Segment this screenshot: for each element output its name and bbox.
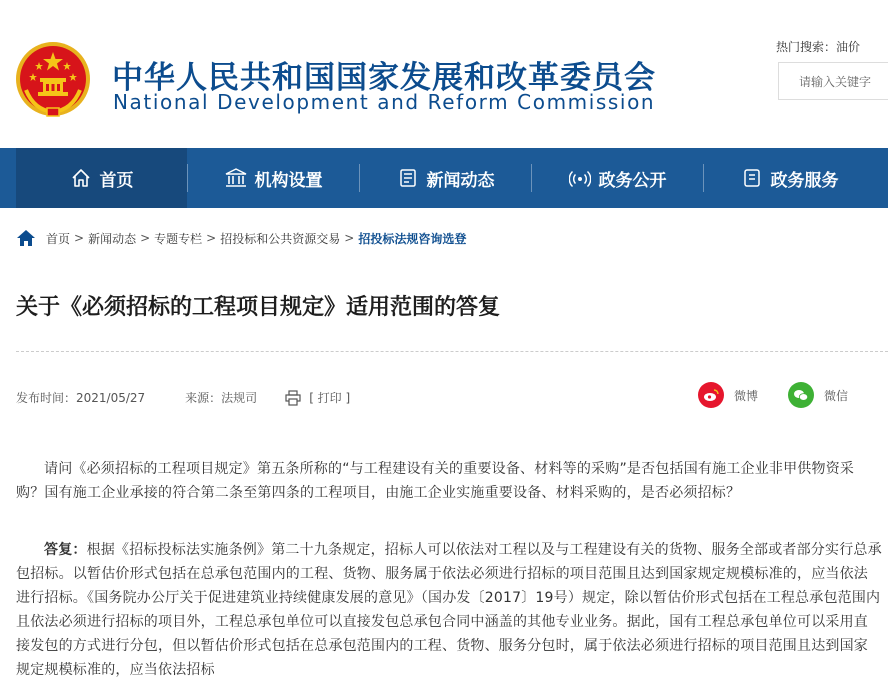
breadcrumb-link-news[interactable]: 新闻动态: [88, 231, 137, 246]
share-wechat[interactable]: [788, 382, 848, 408]
breadcrumb-separator: >: [206, 231, 217, 245]
breadcrumb-link-topics[interactable]: 专题专栏: [154, 231, 203, 246]
print-button[interactable]: [ 打印 ]: [309, 391, 351, 405]
share-wechat-label: 微信: [824, 388, 849, 403]
breadcrumb-separator: >: [344, 231, 355, 245]
answer-text: 根据《招标投标法实施条例》第二十九条规定，招标人可以依法对工程以及与工程建设有关的货物、服务全部或者部分实行总承包招标。以暂估价形式包括在总承包范围内的工程、货物、服务属于依法必须进行招标的项目范围且达到国家规定规模标准的，应当依法进行招标。《国务院办公厅关于促进建筑业持续健康发展的意见》（国办发〔2017〕19号）规定，除以暂估价形式包括在工程总承包范围内且依法必须进行招标的项目外，工程总承包单位可以直接发包总承包合同中涵盖的其他专业业务。据此，国有工程总承包单位可以采用直接发包的方式进行分包，但以暂估价形式包括在总承包范围内的工程、货物、服务分包时，属于依法必须进行招标的项目范围且达到国家规定规模标准的，应当依法招标: [16, 542, 882, 678]
article-title: 关于《必须招标的工程项目规定》适用范围的答复: [16, 295, 501, 320]
home-icon: [70, 167, 92, 189]
site-header: [0, 0, 888, 148]
nav-item-label: 政务服务: [770, 170, 839, 191]
article-meta: [16, 389, 350, 406]
breadcrumb-link-home[interactable]: 首页: [46, 231, 71, 246]
share-weibo-label: 微博: [734, 388, 759, 403]
breadcrumb: [16, 229, 466, 247]
publish-time: 发布时间：2021/05/27: [16, 391, 146, 405]
nav-item-label: 首页: [99, 170, 134, 191]
breadcrumb-separator: >: [140, 231, 151, 245]
site-title-english: National Development and Reform Commission: [113, 90, 656, 114]
answer-paragraph: [16, 538, 882, 688]
printer-icon[interactable]: [285, 390, 301, 406]
nav-item-institution[interactable]: [188, 148, 359, 208]
national-emblem-icon[interactable]: [14, 40, 92, 118]
breadcrumb-separator: >: [74, 231, 85, 245]
wechat-icon: [788, 382, 814, 408]
title-divider: [16, 351, 888, 352]
site-title-chinese: 中华人民共和国国家发展和改革委员会: [112, 60, 656, 96]
answer-label: 答复：: [44, 542, 87, 558]
nav-item-label: 机构设置: [254, 170, 323, 191]
nav-item-label: 政务公开: [598, 170, 667, 191]
institution-icon: [225, 167, 247, 189]
broadcast-icon: [569, 167, 591, 189]
nav-item-government-affairs[interactable]: [532, 148, 703, 208]
weibo-icon: [698, 382, 724, 408]
nav-item-home[interactable]: [16, 148, 187, 208]
share-weibo[interactable]: [698, 382, 758, 408]
main-nav: [0, 148, 888, 208]
news-icon: [397, 167, 419, 189]
service-icon: [741, 167, 763, 189]
home-icon[interactable]: [16, 229, 36, 247]
nav-item-label: 新闻动态: [426, 170, 495, 191]
article-source: 来源：法规司: [185, 391, 258, 405]
nav-item-news[interactable]: [360, 148, 531, 208]
breadcrumb-current[interactable]: 招投标法规咨询选登: [358, 231, 467, 246]
question-paragraph: 请问《必须招标的工程项目规定》第五条所称的“与工程建设有关的重要设备、材料等的采购”是否包括国有施工企业非甲供物资采购？国有施工企业承接的符合第二条至第四条的工程项目，由施工企业实施重要设备、材料采购的，是否必须招标？: [16, 461, 855, 501]
breadcrumb-link-bidding[interactable]: 招投标和公共资源交易: [220, 231, 341, 246]
search-input[interactable]: 请输入关键字: [778, 62, 888, 100]
hot-search-label[interactable]: 热门搜索：油价: [776, 40, 861, 54]
nav-item-services[interactable]: [704, 148, 875, 208]
